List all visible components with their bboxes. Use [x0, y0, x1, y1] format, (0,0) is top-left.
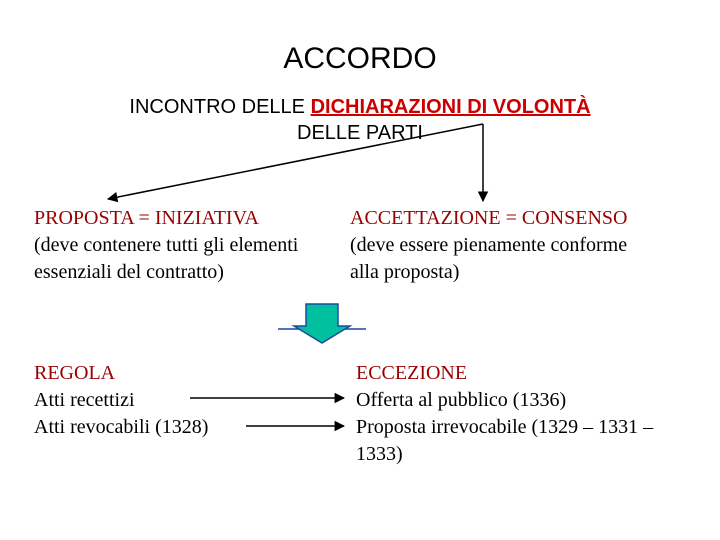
- eccezione-line: Proposta irrevocabile (1329 – 1331 –: [356, 416, 654, 438]
- proposta-heading: PROPOSTA = INIZIATIVA: [34, 207, 259, 229]
- accettazione-line: alla proposta): [350, 261, 460, 283]
- accettazione-line: (deve essere pienamente conforme: [350, 234, 628, 256]
- subtitle-line-2: DELLE PARTI: [297, 122, 423, 144]
- regola-line: Atti recettizi: [34, 389, 135, 411]
- eccezione-heading: ECCEZIONE: [356, 362, 468, 384]
- regola-line: Atti revocabili (1328): [34, 416, 209, 438]
- subtitle-prefix: INCONTRO DELLE: [129, 96, 311, 118]
- accettazione-heading: ACCETTAZIONE = CONSENSO: [350, 207, 628, 229]
- proposta-line: essenziali del contratto): [34, 261, 224, 283]
- eccezione-line: 1333): [356, 443, 403, 465]
- bracket-top-line: [108, 124, 483, 199]
- diagram-title: ACCORDO: [283, 42, 437, 75]
- regola-heading: REGOLA: [34, 362, 116, 384]
- down-arrow-icon: [278, 304, 366, 343]
- proposta-line: (deve contenere tutti gli elementi: [34, 234, 299, 256]
- subtitle-highlight: DICHIARAZIONI DI VOLONTÀ: [310, 96, 591, 118]
- eccezione-line: Offerta al pubblico (1336): [356, 389, 567, 411]
